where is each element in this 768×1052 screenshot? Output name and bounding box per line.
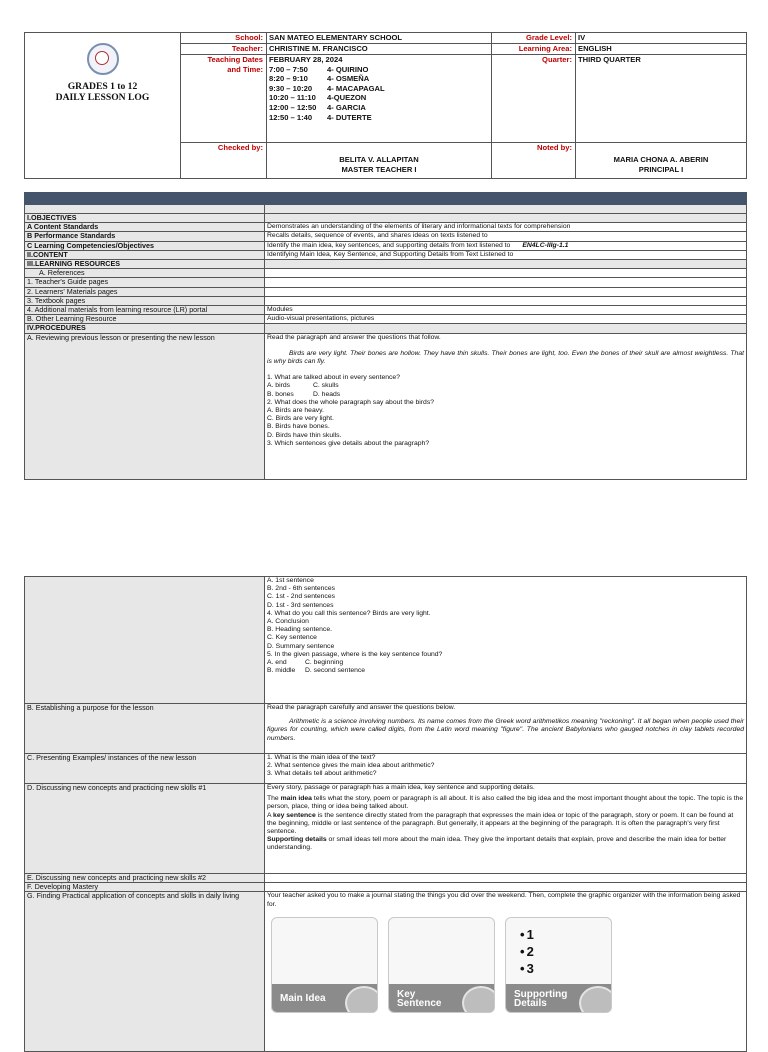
key-sentence-definition bbox=[267, 812, 744, 837]
organizer-key-sentence-card bbox=[388, 917, 495, 1013]
example-question-2: 2. What sentence gives the main idea about arithmetic? bbox=[267, 762, 435, 770]
discuss-intro: Every story, passage or paragraph has a main idea, key sentence and supporting details. bbox=[267, 784, 535, 791]
school-label: School: bbox=[181, 33, 267, 44]
review-intro: Read the paragraph and answer the questions that follow. bbox=[267, 333, 441, 341]
example-question-3: 3. What details tell about arithmetic? bbox=[267, 770, 377, 778]
resources-blank bbox=[265, 260, 747, 269]
discuss1-label: D. Discussing new concepts and practicing new skills #1 bbox=[25, 784, 265, 874]
objectives-blank bbox=[265, 214, 747, 223]
q1-choice-a: A. birds bbox=[267, 382, 291, 390]
organizer-main-idea-label: Main Idea bbox=[272, 984, 377, 1012]
tg-label: 1. Teacher's Guide pages bbox=[25, 278, 265, 287]
organizer-number: • 3 bbox=[520, 960, 611, 977]
grade-value: IV bbox=[576, 33, 747, 44]
header-bar bbox=[25, 193, 265, 205]
organizer-number-list bbox=[520, 926, 611, 977]
q1-choice-d: D. heads bbox=[313, 390, 341, 398]
q4-choice-a: A. Conclusion bbox=[267, 618, 309, 626]
examples-label: C. Presenting Examples/ instances of the new lesson bbox=[25, 754, 265, 784]
spacer-cell bbox=[265, 205, 747, 214]
competencies-value: Identify the main idea, key sentences, and supporting details from text listened to bbox=[267, 241, 511, 249]
q1-choice-b: B. bones bbox=[267, 390, 294, 398]
organizer-number: • 2 bbox=[520, 943, 611, 960]
organizer-knob-icon bbox=[345, 986, 378, 1013]
question-1: 1. What are talked about in every sentence? bbox=[267, 374, 400, 382]
dates-label-line1: Teaching Dates bbox=[207, 55, 263, 64]
organizer-knob-icon bbox=[462, 986, 495, 1013]
schedule-time: 12:00 – 12:50 bbox=[269, 102, 317, 112]
organizer-number: • 1 bbox=[520, 926, 611, 943]
graphic-organizer bbox=[271, 917, 744, 1013]
practical-text: Your teacher asked you to make a journal stating the things you did over the weekend. Then, complete the graphic organizer with the information being asked for. bbox=[267, 892, 741, 908]
purpose-intro: Read the paragraph carefully and answer the questions below. bbox=[267, 704, 456, 711]
schedule-section: 4- MACAPAGAL bbox=[327, 83, 385, 93]
log-title-line1: GRADES 1 to 12 bbox=[67, 81, 138, 92]
mastery-blank bbox=[265, 883, 747, 892]
main-idea-text: tells what the story, poem or paragraph is all about. It is also called the big idea and the most important thought about the topic. The topic is the person, place, thing or idea being talked about. bbox=[267, 795, 744, 811]
content-standards-label: A Content Standards bbox=[25, 223, 265, 232]
mastery-label: F. Developing Mastery bbox=[25, 883, 265, 892]
procedures-label: IV.PROCEDURES bbox=[25, 324, 265, 333]
q1-choice-c: C. skulls bbox=[313, 382, 339, 390]
q5-choice-c: C. beginning bbox=[305, 659, 344, 667]
key-sentence-prefix: A bbox=[267, 811, 274, 819]
competencies-cell bbox=[265, 241, 747, 250]
question-5: 5. In the given passage, where is the key sentence found? bbox=[267, 650, 443, 658]
noted-name: MARIA CHONA A. ABERIN bbox=[613, 155, 709, 164]
schedule-section: 4- GARCIA bbox=[327, 102, 366, 112]
teaching-date: FEBRUARY 28, 2024 bbox=[269, 55, 343, 64]
procedures-blank bbox=[265, 324, 747, 333]
schedule-section: 4- OSMEÑA bbox=[327, 74, 370, 84]
teacher-value: CHRISTINE M. FRANCISCO bbox=[267, 44, 492, 55]
schedule-section: 4- DUTERTE bbox=[327, 112, 372, 122]
discuss2-blank bbox=[265, 874, 747, 883]
question-2: 2. What does the whole paragraph say about the birds? bbox=[267, 398, 435, 406]
q4-choice-d: D. Summary sentence bbox=[267, 642, 335, 650]
checked-title: MASTER TEACHER I bbox=[341, 164, 417, 174]
header-table bbox=[24, 32, 747, 179]
dates-value bbox=[267, 55, 492, 143]
deped-seal-icon bbox=[87, 43, 119, 75]
content-label: II.CONTENT bbox=[25, 250, 265, 259]
practical-content bbox=[265, 892, 747, 1052]
q2-choice-b: B. Birds have bones. bbox=[267, 423, 330, 431]
teacher-label: Teacher: bbox=[181, 44, 267, 55]
grade-label: Grade Level: bbox=[492, 33, 576, 44]
additional-label: 4. Additional materials from learning resource (LR) portal bbox=[25, 306, 265, 315]
main-idea-term: main idea bbox=[280, 795, 312, 803]
schedule-time: 8:20 – 9:10 bbox=[269, 74, 308, 84]
key-sentence-term: key sentence bbox=[273, 811, 316, 819]
lesson-table-page2 bbox=[24, 576, 747, 1052]
spacer-cell bbox=[25, 205, 265, 214]
q3-choice-b: B. 2nd - 6th sentences bbox=[267, 585, 336, 593]
content-value: Identifying Main Idea, Key Sentence, and Supporting Details from Text Listened to bbox=[265, 250, 747, 259]
references-blank bbox=[265, 269, 747, 278]
lesson-table-page1 bbox=[24, 192, 747, 480]
school-value: SAN MATEO ELEMENTARY SCHOOL bbox=[267, 33, 492, 44]
competency-code: EN4LC-IIIg-1.1 bbox=[522, 241, 569, 249]
textbook-blank bbox=[265, 296, 747, 305]
discuss1-content bbox=[265, 784, 747, 874]
dates-label bbox=[181, 55, 267, 143]
other-label: B. Other Learning Resource bbox=[25, 315, 265, 324]
review-continued-label bbox=[25, 577, 265, 704]
additional-value: Modules bbox=[265, 306, 747, 315]
tg-blank bbox=[265, 278, 747, 287]
dates-label-line2: and Time: bbox=[227, 64, 263, 74]
purpose-content bbox=[265, 704, 747, 754]
seal-cell bbox=[25, 33, 181, 143]
discuss2-label: E. Discussing new concepts and practicing new skills #2 bbox=[25, 874, 265, 883]
q4-choice-b: B. Heading sentence. bbox=[267, 626, 332, 634]
practical-label: G. Finding Practical application of concepts and skills in daily living bbox=[25, 892, 265, 1052]
organizer-main-idea-card bbox=[271, 917, 378, 1013]
lm-blank bbox=[265, 287, 747, 296]
blank-cell bbox=[25, 143, 181, 179]
review-content bbox=[265, 333, 747, 479]
area-value: ENGLISH bbox=[576, 44, 747, 55]
q4-choice-c: C. Key sentence bbox=[267, 634, 317, 642]
noted-label: Noted by: bbox=[492, 143, 576, 179]
resources-label: III.LEARNING RESOURCES bbox=[25, 260, 265, 269]
q2-choice-c: C. Birds are very light. bbox=[267, 415, 334, 423]
q3-choice-d: D. 1st - 3rd sentences bbox=[267, 601, 334, 609]
performance-value: Recalls details, sequence of events, and shares ideas on texts listened to bbox=[265, 232, 747, 241]
noted-title: PRINCIPAL I bbox=[638, 164, 684, 174]
supporting-details-definition bbox=[267, 836, 744, 852]
references-label: A. References bbox=[25, 269, 265, 278]
organizer-supporting-details-card bbox=[505, 917, 612, 1013]
objectives-heading: I.OBJECTIVES bbox=[25, 214, 265, 223]
q2-choice-d: D. Birds have thin skulls. bbox=[267, 431, 342, 439]
q3-choice-c: C. 1st - 2nd sentences bbox=[267, 593, 336, 601]
schedule-time: 12:50 – 1:40 bbox=[269, 112, 313, 122]
quarter-value: THIRD QUARTER bbox=[576, 55, 747, 143]
area-label: Learning Area: bbox=[492, 44, 576, 55]
checked-name: BELITA V. ALLAPITAN bbox=[339, 155, 419, 164]
other-value: Audio-visual presentations, pictures bbox=[265, 315, 747, 324]
main-idea-prefix: The bbox=[267, 795, 281, 803]
q2-choice-a: A. Birds are heavy. bbox=[267, 407, 324, 415]
q3-choice-a: A. 1st sentence bbox=[267, 577, 314, 584]
q5-choice-d: D. second sentence bbox=[305, 667, 366, 675]
review-label: A. Reviewing previous lesson or presenting the new lesson bbox=[25, 333, 265, 479]
key-sentence-text: is the sentence directly stated from the paragraph that expresses the main idea or topic of the paragraph, story or poem. It can be found at the beginning, middle or last sentence of the paragraph. But generally, it appears at the beginning of the paragraph. It is often the paragraph's very first sentence. bbox=[267, 811, 734, 836]
header-bar bbox=[265, 193, 747, 205]
performance-label: B Performance Standards bbox=[25, 232, 265, 241]
main-idea-definition bbox=[267, 795, 744, 811]
schedule-section: 4- QUIRINO bbox=[327, 64, 369, 74]
quarter-label: Quarter: bbox=[492, 55, 576, 143]
review-paragraph: Birds are very light. Their bones are hollow. They have thin skulls. Their bones are light, too. Even the bones of their skull are almost weightless. That is why birds can fly. bbox=[267, 349, 744, 366]
review-continued bbox=[265, 577, 747, 704]
noted-signatory bbox=[576, 143, 747, 179]
checked-signatory bbox=[267, 143, 492, 179]
checked-label: Checked by: bbox=[181, 143, 267, 179]
organizer-sup-line1: Supporting bbox=[514, 988, 568, 1000]
organizer-key-line1: Key bbox=[397, 988, 416, 1000]
examples-content bbox=[265, 754, 747, 784]
purpose-paragraph: Arithmetic is a science involving numbers. Its name comes from the Greek word arithmetikos meaning "reckoning". It all began when people used their figures for counting, which were called digits, from the Latin word meaning "figure". The ancient Babylonians who gauged notches in clay tablets recorded numbers. bbox=[267, 718, 744, 742]
supporting-details-text: or small ideas tell more about the main idea. They give the important details that explain, prove and describe the main idea for better understanding. bbox=[267, 836, 727, 852]
organizer-key-line2: Sentence bbox=[397, 997, 442, 1009]
schedule-time: 9:30 – 10:20 bbox=[269, 83, 313, 93]
textbook-label: 3. Textbook pages bbox=[25, 296, 265, 305]
schedule-section: 4-QUEZON bbox=[327, 93, 367, 103]
lm-label: 2. Learners' Materials pages bbox=[25, 287, 265, 296]
question-4: 4. What do you call this sentence? Birds are very light. bbox=[267, 609, 431, 617]
content-standards-value: Demonstrates an understanding of the elements of literary and informational texts for comprehension bbox=[265, 223, 747, 232]
log-title-line2: DAILY LESSON LOG bbox=[55, 92, 150, 103]
q5-choice-b: B. middle bbox=[267, 667, 296, 675]
question-3: 3. Which sentences give details about the paragraph? bbox=[267, 439, 430, 447]
schedule-time: 10:20 – 11:10 bbox=[269, 93, 316, 103]
schedule-time: 7:00 – 7:50 bbox=[269, 64, 308, 74]
supporting-details-term: Supporting details bbox=[267, 836, 327, 844]
q5-choice-a: A. end bbox=[267, 659, 287, 667]
purpose-label: B. Establishing a purpose for the lesson bbox=[25, 704, 265, 754]
organizer-sup-line2: Details bbox=[514, 997, 547, 1009]
organizer-knob-icon bbox=[579, 986, 612, 1013]
competencies-label: C Learning Competencies/Objectives bbox=[25, 241, 265, 250]
example-question-1: 1. What is the main idea of the text? bbox=[267, 754, 376, 761]
schedule-list bbox=[269, 65, 489, 123]
